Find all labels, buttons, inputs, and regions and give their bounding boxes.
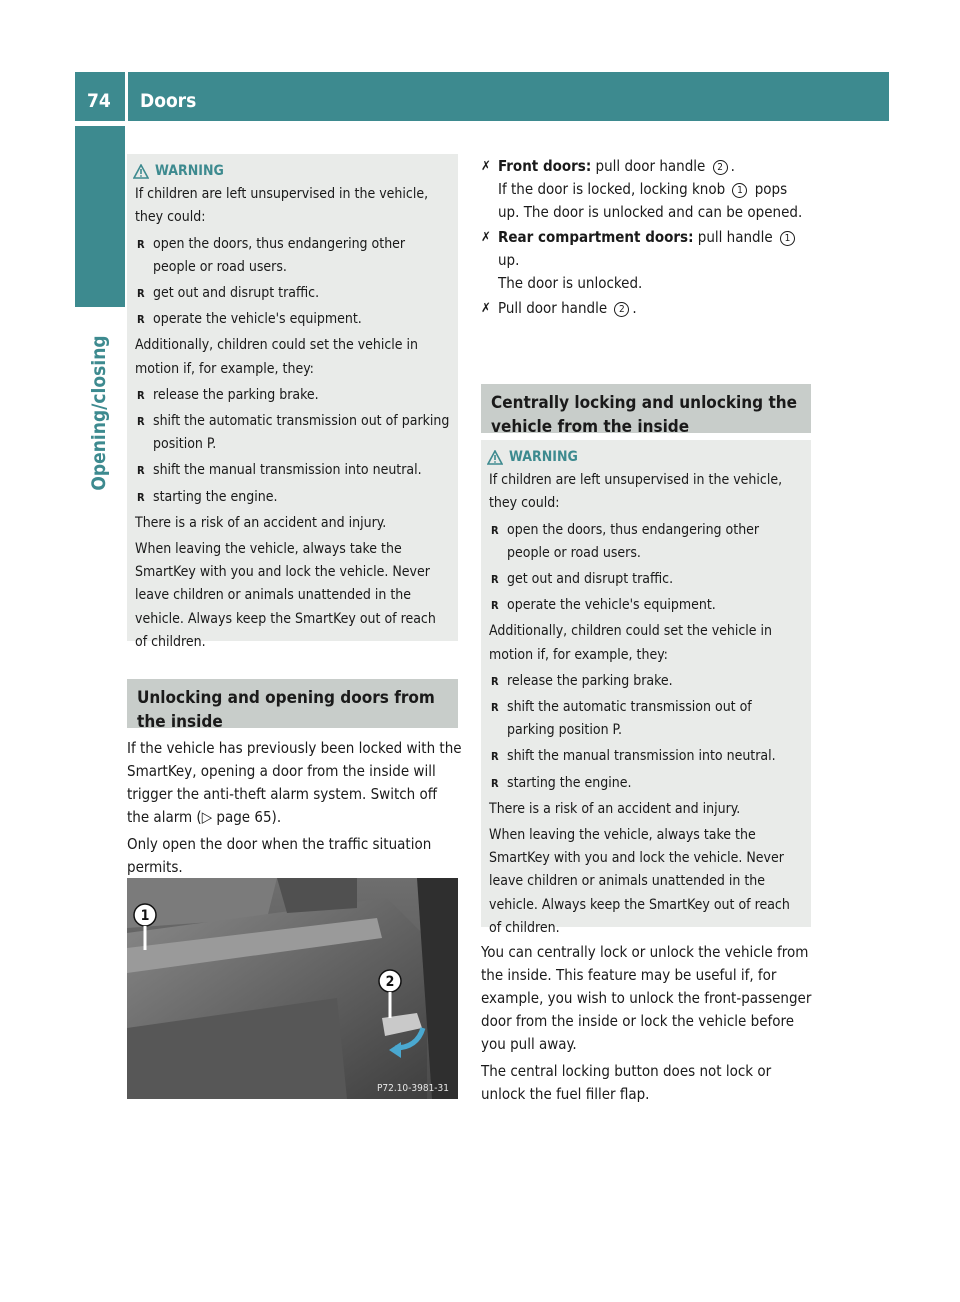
warning-bullet: R open the doors, thus endangering other people or road users.: [135, 233, 450, 279]
page-title: Doors: [140, 90, 197, 112]
warning-heading: WARNING: [487, 446, 803, 469]
warning-box: [481, 440, 811, 936]
warning-bullet: R open the doors, thus endangering other people or road users.: [489, 519, 803, 565]
warning-bullet: R shift the automatic transmission out of parking position P.: [489, 696, 803, 742]
warning-intro: If children are left unsupervised in the vehicle, they could:: [489, 472, 783, 512]
warning-bullet: R starting the engine.: [135, 486, 450, 509]
warning-box: [127, 154, 458, 650]
chapter-label: Opening/closing: [88, 335, 110, 491]
warning-bullet: R get out and disrupt traffic.: [489, 568, 803, 591]
page-ref-arrow-icon: ▷: [201, 808, 217, 826]
warning-bullet: R shift the manual transmission into neutral.: [489, 745, 803, 768]
warning-triangle-icon: [133, 164, 149, 179]
step-arrow-icon: ✗: [481, 159, 491, 174]
step-front-doors: ✗ Front doors: pull door handle 2 . If the door is locked, locking knob 1 pops up. The door is unlocked and can be opened.: [481, 157, 803, 221]
warning-bullet: R release the parking brake.: [135, 384, 450, 407]
photo-callout-1: 1: [140, 908, 150, 924]
left-column: [127, 154, 458, 650]
right-body-text: [481, 941, 814, 1106]
photo-callout-2: 2: [385, 974, 395, 990]
warning-triangle-icon: [487, 450, 503, 465]
side-tab: [75, 126, 125, 307]
warning-bullet: R release the parking brake.: [489, 670, 803, 693]
step-pull-handle: ✗ Pull door handle 2 .: [481, 297, 811, 320]
step-arrow-icon: ✗: [481, 230, 491, 245]
paragraph: Only open the door when the traffic situation permits.: [127, 835, 432, 876]
warning-risk: There is a risk of an accident and injury.: [135, 514, 387, 531]
warning-bullet: R operate the vehicle's equipment.: [489, 594, 803, 617]
paragraph: If the vehicle has previously been locked with the SmartKey, opening a door from the inside will trigger the anti-theft alarm system. Switch off the alarm (▷ page 65).: [127, 739, 462, 826]
right-steps: [481, 155, 811, 320]
warning-mid: Additionally, children could set the vehicle in motion if, for example, they:: [135, 337, 419, 377]
photo-code: P72.10-3981-31: [376, 1083, 449, 1094]
warning-risk: There is a risk of an accident and injury.: [489, 800, 741, 817]
warning-bullet: R get out and disrupt traffic.: [135, 282, 450, 305]
header-bar: [128, 72, 889, 121]
step-rear-doors: ✗ Rear compartment doors: pull handle 1 up. The door is unlocked.: [481, 226, 811, 295]
warning-intro: If children are left unsupervised in the vehicle, they could:: [135, 186, 429, 226]
callout-1-icon: 1: [732, 183, 747, 198]
callout-2-icon: 2: [614, 302, 629, 317]
door-handle-photo: [127, 878, 458, 1099]
warning-bullet: R starting the engine.: [489, 772, 803, 795]
callout-2-icon: 2: [713, 160, 728, 175]
warning-bullet: R operate the vehicle's equipment.: [135, 308, 450, 331]
section-heading-central-locking: Centrally locking and unlocking the vehicle from the inside: [481, 384, 811, 433]
warning-advice: When leaving the vehicle, always take the SmartKey with you and lock the vehicle. Never leave children or animals unattended in the vehicle. Always keep the SmartKey out of reach of children.: [135, 541, 436, 650]
right-warning-wrap: [481, 440, 811, 936]
step-arrow-icon: ✗: [481, 301, 491, 316]
page-number: 74: [87, 90, 111, 112]
warning-bullet: R shift the automatic transmission out of parking position P.: [135, 410, 450, 456]
callout-1-icon: 1: [780, 231, 795, 246]
warning-heading: WARNING: [133, 160, 450, 183]
left-body-text: [127, 737, 462, 879]
door-photo-illustration: [127, 878, 458, 1099]
warning-mid: Additionally, children could set the vehicle in motion if, for example, they:: [489, 623, 773, 663]
section-heading-unlocking: Unlocking and opening doors from the inside: [127, 679, 458, 728]
warning-bullet: R shift the manual transmission into neutral.: [135, 459, 450, 482]
warning-advice: When leaving the vehicle, always take the SmartKey with you and lock the vehicle. Never leave children or animals unattended in the vehicle. Always keep the SmartKey out of reach of children.: [489, 827, 790, 936]
paragraph: You can centrally lock or unlock the vehicle from the inside. This feature may be useful if, for example, you wish to unlock the front-passenger door from the inside or lock the vehicle before you pull away.: [481, 943, 812, 1053]
page-number-box: [75, 72, 125, 121]
paragraph: The central locking button does not lock or unlock the fuel filler flap.: [481, 1062, 772, 1103]
page-reference-link[interactable]: page 65: [216, 808, 272, 826]
